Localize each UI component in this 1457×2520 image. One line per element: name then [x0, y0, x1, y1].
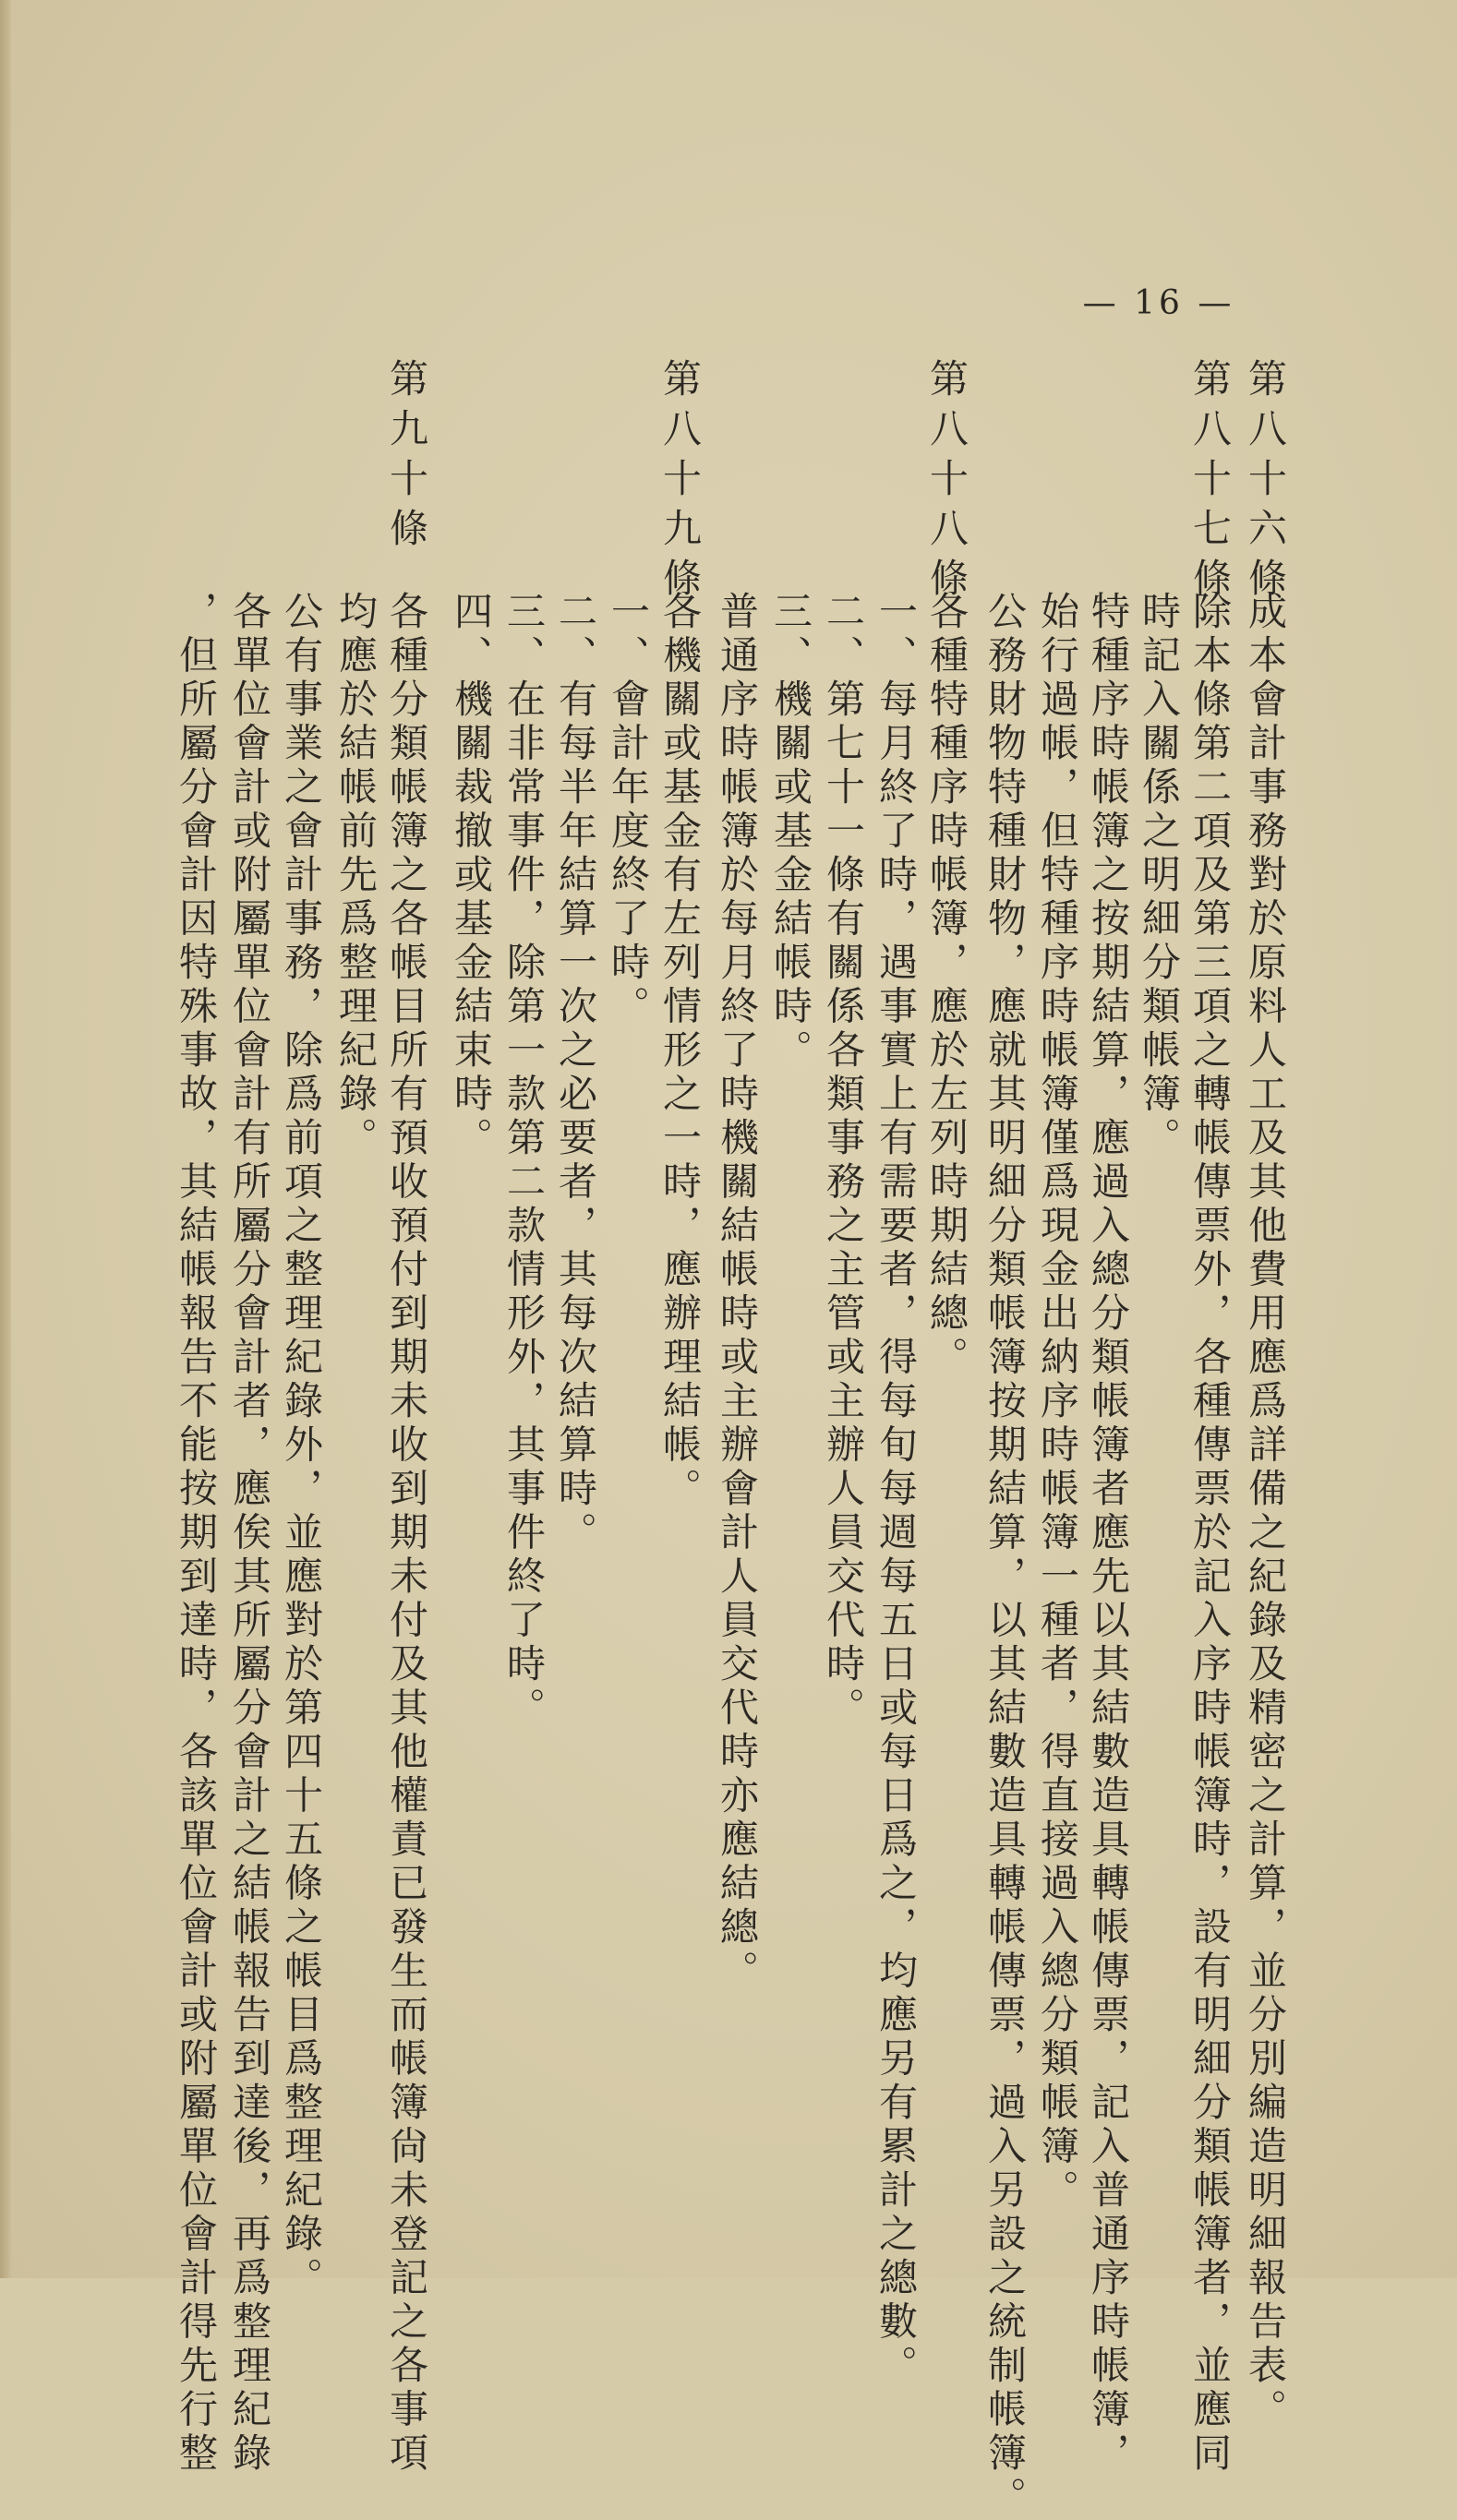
article-89-item-2: 二、有每半年結算一次之必要者，其每次結算時。: [553, 591, 598, 1555]
article-86-line-1: 成本會計事務對於原料人工及其他費用應爲詳備之紀錄及精密之計算，並分別編造明細報告表。: [1243, 591, 1288, 2432]
article-90-label: 第九十條: [384, 358, 429, 558]
article-90-line-5: ，但所屬分會計因特殊事故，其結帳報告不能按期到達時，各該單位會計或附屬單位會計得先行整: [174, 591, 219, 2477]
article-89-line-1: 各機關或基金有左列情形之一時，應辦理結帳。: [657, 591, 703, 1512]
article-90-line-2: 均應於結帳前先爲整理紀錄。: [333, 591, 379, 1161]
article-89-label: 第八十九條: [657, 358, 703, 607]
article-87-line-5: 公務財物特種財物，應就其明細分類帳簿按期結算，以其結數造具轉帳傳票，過入另設之統制帳簿。: [982, 591, 1028, 2520]
article-90-line-3: 公有事業之會計事務，除爲前項之整理紀錄外，並應對於第四十五條之帳目爲整理紀錄。: [279, 591, 324, 2301]
article-88-line-5: 普通序時帳簿於每月終了時機關結帳時或主辦會計人員交代時亦應結總。: [715, 591, 760, 1994]
page-number: — 16 —: [1082, 284, 1235, 322]
article-87-line-1: 除本條第二項及第三項之轉帳傳票外，各種傳票於記入序時帳簿時，設有明細分類帳簿者，並應同: [1187, 591, 1233, 2477]
article-90-line-1: 各種分類帳簿之各帳目所有預收預付到期未收到期未付及其他權責已發生而帳簿尙未登記之各事項: [384, 591, 429, 2477]
article-88-label: 第八十八條: [924, 358, 969, 607]
book-spine-edge: [0, 0, 11, 2278]
article-87-label: 第八十七條: [1187, 358, 1233, 607]
article-89-item-4: 四、機關裁撤或基金結束時。: [449, 591, 494, 1161]
article-88-line-1: 各種特種序時帳簿，應於左列時期結總。: [924, 591, 969, 1380]
article-88-item-3: 三、機關或基金結帳時。: [768, 591, 813, 1074]
article-87-line-4: 始行過帳，但特種序時帳簿僅爲現金出納序時帳簿一種者，得直接過入總分類帳簿。: [1035, 591, 1080, 2214]
article-87-line-3: 特種序時帳簿之按期結算，應過入總分類帳簿者應先以其結數造具轉帳傳票，記入普通序時帳簿，: [1086, 591, 1131, 2477]
article-88-item-1: 一、每月終了時，遇事實上有需要者，得每旬每週每五日或每日爲之，均應另有累計之總數。: [873, 591, 919, 2389]
article-90-line-4: 各單位會計或附屬單位會計有所屬分會計者，應俟其所屬分會計之結帳報告到達後，再爲整理紀錄: [227, 591, 272, 2477]
article-87-line-2: 時記入關係之明細分類帳簿。: [1137, 591, 1182, 1161]
article-89-item-3: 三、在非常事件，除第一款第二款情形外，其事件終了時。: [501, 591, 547, 1731]
article-86-label: 第八十六條: [1243, 358, 1288, 607]
article-88-item-2: 二、第七十一條有關係各類事務之主管或主辦人員交代時。: [821, 591, 866, 1731]
article-89-item-1: 一、會計年度終了時。: [606, 591, 651, 1029]
